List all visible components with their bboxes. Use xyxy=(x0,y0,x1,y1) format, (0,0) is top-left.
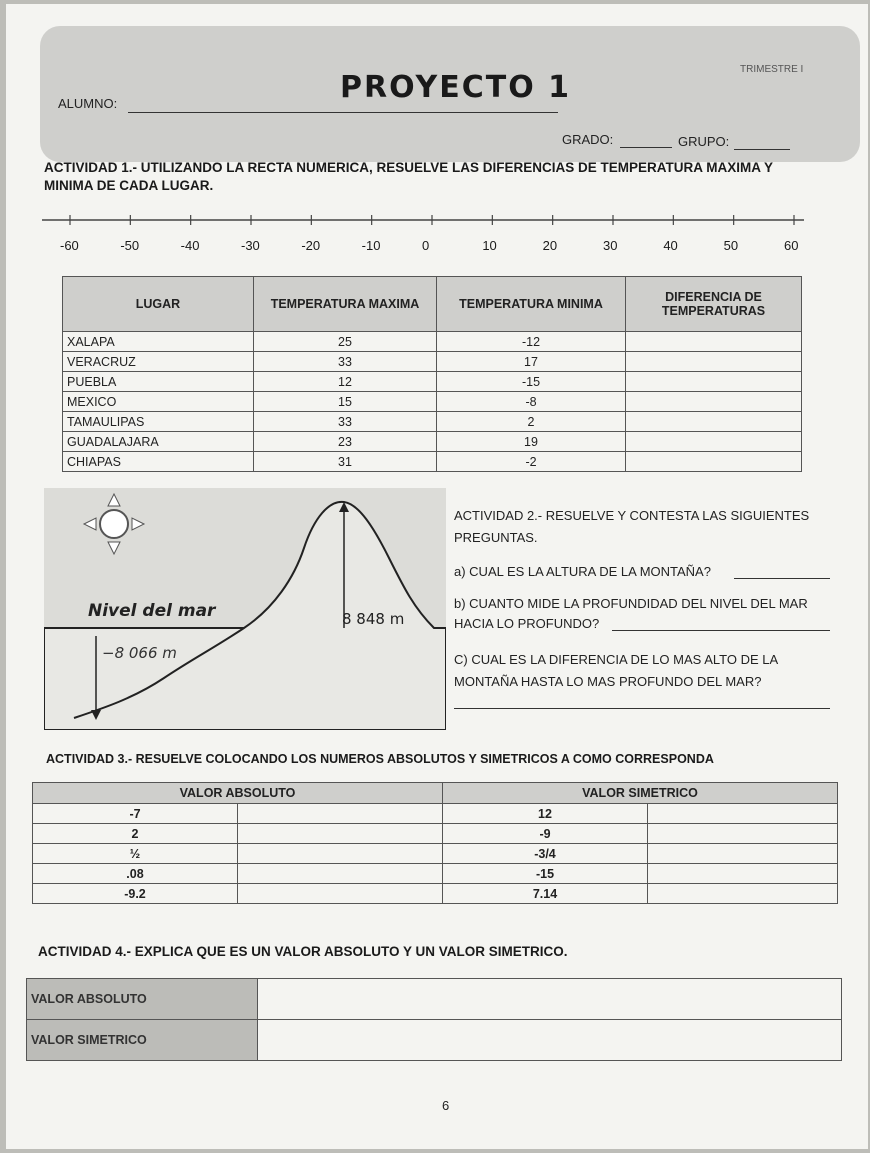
alumno-blank[interactable] xyxy=(128,112,558,113)
cell-lugar: VERACRUZ xyxy=(63,352,254,372)
row-label-symmetric: VALOR SIMETRICO xyxy=(27,1020,258,1061)
question-c-line2: MONTAÑA HASTA LO MAS PROFUNDO DEL MAR? xyxy=(454,674,762,689)
number-line-label: 60 xyxy=(784,238,799,253)
col-header-max: TEMPERATURA MAXIMA xyxy=(254,277,437,332)
cell-absolute-answer[interactable] xyxy=(238,844,443,864)
number-line xyxy=(42,214,804,226)
grado-label: GRADO: xyxy=(562,132,614,147)
col-header-lugar: LUGAR xyxy=(63,277,254,332)
alumno-label: ALUMNO: xyxy=(58,96,118,111)
cell-lugar: TAMAULIPAS xyxy=(63,412,254,432)
question-a: a) CUAL ES LA ALTURA DE LA MONTAÑA? xyxy=(454,564,711,579)
cell-max: 23 xyxy=(254,432,437,452)
definition-absolute-answer[interactable] xyxy=(258,979,842,1020)
cell-max: 31 xyxy=(254,452,437,472)
table-row xyxy=(33,844,838,864)
question-b-line2: HACIA LO PROFUNDO? xyxy=(454,616,600,631)
cell-min: -15 xyxy=(437,372,626,392)
mountain-height-label: 8 848 m xyxy=(342,610,405,628)
table-row xyxy=(63,412,802,432)
cell-diff-answer[interactable] xyxy=(626,392,802,412)
table-row xyxy=(27,1020,842,1061)
number-line-label: 40 xyxy=(663,238,678,253)
cell-max: 15 xyxy=(254,392,437,412)
number-line-label: 30 xyxy=(603,238,618,253)
grupo-label: GRUPO: xyxy=(678,134,730,149)
mountain-sea-figure xyxy=(44,488,446,730)
number-line-label: -40 xyxy=(180,238,200,253)
col-header-symmetric: VALOR SIMETRICO xyxy=(443,783,838,804)
activity2-title-line1: ACTIVIDAD 2.- RESUELVE Y CONTESTA LAS SIGUIENTES xyxy=(454,508,810,523)
grupo-blank[interactable] xyxy=(734,149,790,150)
number-line-label: -60 xyxy=(60,238,79,253)
trimestre-label: TRIMESTRE I xyxy=(740,64,804,75)
table-row xyxy=(63,332,802,352)
cell-min: -12 xyxy=(437,332,626,352)
page-number: 6 xyxy=(442,1098,450,1113)
question-b-line1: b) CUANTO MIDE LA PROFUNDIDAD DEL NIVEL DEL MAR xyxy=(454,596,808,611)
cell-absolute-given: -7 xyxy=(33,804,238,824)
cell-diff-answer[interactable] xyxy=(626,352,802,372)
cell-diff-answer[interactable] xyxy=(626,432,802,452)
number-line-label: 20 xyxy=(542,238,558,253)
cell-absolute-answer[interactable] xyxy=(238,804,443,824)
cell-diff-answer[interactable] xyxy=(626,332,802,352)
cell-max: 33 xyxy=(254,412,437,432)
number-line-label: -20 xyxy=(301,238,321,253)
cell-symmetric-answer[interactable] xyxy=(648,884,838,904)
sea-level-label: Nivel del mar xyxy=(88,601,216,621)
table-row xyxy=(33,884,838,904)
table-row xyxy=(33,824,838,844)
row-label-absolute: VALOR ABSOLUTO xyxy=(27,979,258,1020)
cell-symmetric-given: -15 xyxy=(443,864,648,884)
cell-absolute-given: .08 xyxy=(33,864,238,884)
cell-diff-answer[interactable] xyxy=(626,452,802,472)
definition-symmetric-answer[interactable] xyxy=(258,1020,842,1061)
activity2-title-line2: PREGUNTAS. xyxy=(454,530,538,545)
cell-diff-answer[interactable] xyxy=(626,372,802,392)
table-row xyxy=(63,452,802,472)
grado-blank[interactable] xyxy=(620,147,672,148)
cell-absolute-answer[interactable] xyxy=(238,884,443,904)
cell-diff-answer[interactable] xyxy=(626,412,802,432)
cell-lugar: CHIAPAS xyxy=(63,452,254,472)
cell-symmetric-given: -9 xyxy=(443,824,648,844)
cell-symmetric-given: 12 xyxy=(443,804,648,824)
activity1-instruction-line2: MINIMA DE CADA LUGAR. xyxy=(44,178,214,193)
number-line-label: 0 xyxy=(422,238,430,253)
cell-min: -8 xyxy=(437,392,626,412)
table-row xyxy=(63,432,802,452)
cell-absolute-given: 2 xyxy=(33,824,238,844)
number-line-label: -10 xyxy=(361,238,381,253)
number-line-label: -30 xyxy=(241,238,260,253)
cell-max: 33 xyxy=(254,352,437,372)
cell-min: 17 xyxy=(437,352,626,372)
cell-min: 2 xyxy=(437,412,626,432)
answer-c-blank[interactable] xyxy=(454,708,830,709)
activity3-instruction: ACTIVIDAD 3.- RESUELVE COLOCANDO LOS NUMEROS ABSOLUTOS Y SIMETRICOS A COMO CORRESPONDA xyxy=(46,752,714,766)
cell-symmetric-given: -3/4 xyxy=(443,844,648,864)
activity4-instruction: ACTIVIDAD 4.- EXPLICA QUE ES UN VALOR ABSOLUTO Y UN VALOR SIMETRICO. xyxy=(38,944,568,959)
temperature-table xyxy=(62,276,802,472)
definitions-table xyxy=(26,978,842,1061)
col-header-diff: DIFERENCIA DE TEMPERATURAS xyxy=(626,277,802,332)
table-row xyxy=(33,864,838,884)
cell-max: 12 xyxy=(254,372,437,392)
cell-symmetric-answer[interactable] xyxy=(648,824,838,844)
cell-absolute-answer[interactable] xyxy=(238,824,443,844)
table-row xyxy=(27,979,842,1020)
table-row xyxy=(63,392,802,412)
page-title: PROYECTO 1 xyxy=(340,70,572,105)
cell-absolute-answer[interactable] xyxy=(238,864,443,884)
cell-symmetric-answer[interactable] xyxy=(648,844,838,864)
cell-symmetric-given: 7.14 xyxy=(443,884,648,904)
cell-lugar: PUEBLA xyxy=(63,372,254,392)
table-row xyxy=(63,352,802,372)
answer-a-blank[interactable] xyxy=(734,578,830,579)
col-header-absolute: VALOR ABSOLUTO xyxy=(33,783,443,804)
cell-lugar: MEXICO xyxy=(63,392,254,412)
cell-absolute-given: -9.2 xyxy=(33,884,238,904)
col-header-min: TEMPERATURA MINIMA xyxy=(437,277,626,332)
number-line-label: 10 xyxy=(482,238,497,253)
question-c-line1: C) CUAL ES LA DIFERENCIA DE LO MAS ALTO DE LA xyxy=(454,652,779,667)
sea-depth-label: −8 066 m xyxy=(102,644,177,662)
cell-min: -2 xyxy=(437,452,626,472)
number-line-label: 50 xyxy=(723,238,739,253)
answer-b-blank[interactable] xyxy=(612,630,830,631)
cell-absolute-given: ½ xyxy=(33,844,238,864)
table-row xyxy=(33,804,838,824)
cell-symmetric-answer[interactable] xyxy=(648,804,838,824)
cell-lugar: XALAPA xyxy=(63,332,254,352)
number-line-label: -50 xyxy=(120,238,140,253)
absolute-symmetric-table xyxy=(32,782,838,904)
table-row xyxy=(63,372,802,392)
cell-symmetric-answer[interactable] xyxy=(648,864,838,884)
activity1-instruction-line1: ACTIVIDAD 1.- UTILIZANDO LA RECTA NUMERICA, RESUELVE LAS DIFERENCIAS DE TEMPERATURA MAXIMA Y xyxy=(44,160,774,175)
cell-min: 19 xyxy=(437,432,626,452)
cell-max: 25 xyxy=(254,332,437,352)
cell-lugar: GUADALAJARA xyxy=(63,432,254,452)
